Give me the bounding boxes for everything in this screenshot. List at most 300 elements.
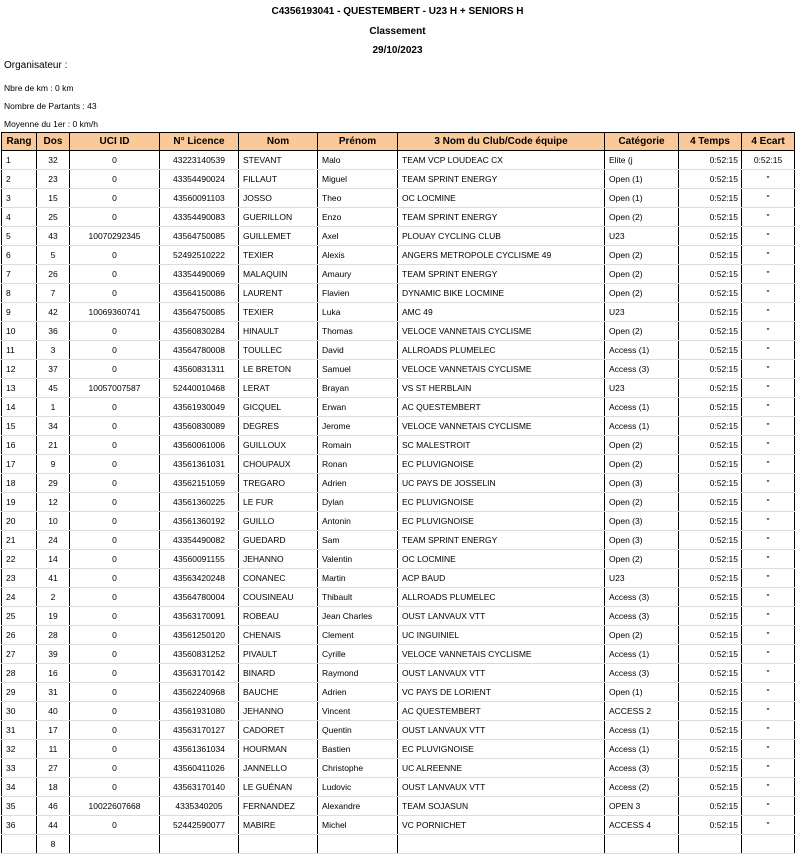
cell-ecart: " [742,493,795,512]
cell-club: TEAM SOJASUN [398,797,605,816]
cell-club: TEAM VCP LOUDEAC CX [398,151,605,170]
cell-uci-id: 0 [70,322,160,341]
cell-club [398,835,605,854]
cell-ecart: " [742,474,795,493]
cell-dos: 40 [37,702,70,721]
cell-uci-id: 10022607668 [70,797,160,816]
cell-temps: 0:52:15 [679,588,742,607]
cell-club: EC PLUVIGNOISE [398,512,605,531]
cell-categorie: Open (2) [605,284,679,303]
cell-nom: JEHANNO [239,550,318,569]
cell-prenom: Alexis [318,246,398,265]
cell-categorie: Access (1) [605,398,679,417]
cell-temps: 0:52:15 [679,265,742,284]
cell-nom: MALAQUIN [239,265,318,284]
table-row [2,664,795,683]
cell-nom: LERAT [239,379,318,398]
cell-prenom: Adrien [318,474,398,493]
cell-categorie: Open (1) [605,189,679,208]
cell-prenom: Michel [318,816,398,835]
cell-uci-id: 0 [70,398,160,417]
cell-nom: TREGARO [239,474,318,493]
cell-temps: 0:52:15 [679,721,742,740]
cell-dos: 8 [37,835,70,854]
cell-rang: 9 [2,303,37,322]
cell-licence: 43561361031 [160,455,239,474]
cell-licence: 43563420248 [160,569,239,588]
cell-rang: 10 [2,322,37,341]
cell-licence: 52442590077 [160,816,239,835]
cell-rang [2,835,37,854]
cell-categorie: Open (2) [605,550,679,569]
cell-dos: 34 [37,417,70,436]
table-row [2,493,795,512]
cell-licence: 43560091103 [160,189,239,208]
cell-rang: 19 [2,493,37,512]
table-row [2,379,795,398]
cell-ecart: " [742,303,795,322]
cell-temps: 0:52:15 [679,569,742,588]
cell-dos: 36 [37,322,70,341]
cell-club: UC PAYS DE JOSSELIN [398,474,605,493]
cell-licence: 43561360192 [160,512,239,531]
cell-categorie: Open (3) [605,531,679,550]
cell-nom: TEXIER [239,246,318,265]
cell-categorie: Access (1) [605,645,679,664]
cell-ecart: " [742,208,795,227]
cell-licence: 43354490082 [160,531,239,550]
cell-licence: 4335340205 [160,797,239,816]
cell-ecart: " [742,379,795,398]
cell-nom: GUILLOUX [239,436,318,455]
cell-temps: 0:52:15 [679,208,742,227]
cell-categorie: Access (1) [605,417,679,436]
cell-rang: 1 [2,151,37,170]
cell-temps: 0:52:15 [679,436,742,455]
cell-temps: 0:52:15 [679,778,742,797]
cell-temps: 0:52:15 [679,303,742,322]
table-row [2,398,795,417]
cell-rang: 15 [2,417,37,436]
cell-licence: 43564780004 [160,588,239,607]
cell-temps: 0:52:15 [679,360,742,379]
cell-nom: CONANEC [239,569,318,588]
cell-licence: 43223140539 [160,151,239,170]
cell-prenom: Miguel [318,170,398,189]
cell-rang: 12 [2,360,37,379]
cell-licence [160,835,239,854]
cell-rang: 25 [2,607,37,626]
cell-temps: 0:52:15 [679,607,742,626]
cell-prenom: Jerome [318,417,398,436]
cell-categorie: Elite (j [605,151,679,170]
cell-prenom: Flavien [318,284,398,303]
cell-uci-id: 0 [70,607,160,626]
cell-prenom: Ludovic [318,778,398,797]
cell-dos: 9 [37,455,70,474]
cell-club: VC PAYS DE LORIENT [398,683,605,702]
cell-prenom: Brayan [318,379,398,398]
cell-licence: 43564780008 [160,341,239,360]
cell-licence: 43563170140 [160,778,239,797]
cell-uci-id: 10057007587 [70,379,160,398]
cell-dos: 42 [37,303,70,322]
table-row [2,360,795,379]
cell-ecart: " [742,626,795,645]
cell-licence: 43561930049 [160,398,239,417]
cell-temps: 0:52:15 [679,417,742,436]
cell-temps: 0:52:15 [679,379,742,398]
cell-licence: 43562240968 [160,683,239,702]
organisateur-label: Organisateur : [4,60,68,71]
cell-categorie: Open (2) [605,208,679,227]
cell-nom: BINARD [239,664,318,683]
cell-uci-id: 0 [70,588,160,607]
cell-club: VELOCE VANNETAIS CYCLISME [398,645,605,664]
cell-licence: 52440010468 [160,379,239,398]
cell-licence: 43564150086 [160,284,239,303]
cell-nom: HINAULT [239,322,318,341]
table-row [2,531,795,550]
cell-rang: 2 [2,170,37,189]
table-row [2,569,795,588]
cell-uci-id: 0 [70,664,160,683]
cell-rang: 27 [2,645,37,664]
cell-dos: 7 [37,284,70,303]
cell-club: EC PLUVIGNOISE [398,493,605,512]
table-row [2,797,795,816]
cell-nom: COUSINEAU [239,588,318,607]
cell-nom: STEVANT [239,151,318,170]
cell-temps: 0:52:15 [679,398,742,417]
cell-licence: 43560061006 [160,436,239,455]
cell-prenom [318,835,398,854]
cell-rang: 32 [2,740,37,759]
table-row [2,227,795,246]
col-header-nom: Nom [239,133,318,151]
cell-temps: 0:52:15 [679,626,742,645]
cell-ecart: " [742,550,795,569]
cell-ecart: " [742,531,795,550]
col-header-ecart: 4 Ecart [742,133,795,151]
cell-nom: CHENAIS [239,626,318,645]
cell-rang: 14 [2,398,37,417]
cell-categorie: Open (2) [605,265,679,284]
cell-licence: 43560411026 [160,759,239,778]
table-row [2,208,795,227]
cell-nom [239,835,318,854]
cell-uci-id: 0 [70,778,160,797]
cell-temps [679,835,742,854]
cell-prenom: Quentin [318,721,398,740]
cell-club: TEAM SPRINT ENERGY [398,170,605,189]
cell-rang: 17 [2,455,37,474]
cell-prenom: Luka [318,303,398,322]
cell-dos: 3 [37,341,70,360]
table-header-row [2,133,795,151]
cell-nom: LE GUÉNAN [239,778,318,797]
cell-licence: 52492510222 [160,246,239,265]
cell-club: EC PLUVIGNOISE [398,740,605,759]
cell-rang: 34 [2,778,37,797]
cell-club: EC PLUVIGNOISE [398,455,605,474]
cell-licence: 43354490083 [160,208,239,227]
cell-dos: 46 [37,797,70,816]
cell-categorie: Open (2) [605,322,679,341]
table-row [2,721,795,740]
cell-uci-id: 0 [70,189,160,208]
cell-categorie: ACCESS 2 [605,702,679,721]
table-row [2,702,795,721]
cell-uci-id: 0 [70,816,160,835]
cell-rang: 22 [2,550,37,569]
cell-ecart: " [742,740,795,759]
cell-categorie: Access (3) [605,664,679,683]
race-date: 29/10/2023 [372,45,423,56]
cell-uci-id: 0 [70,170,160,189]
cell-temps: 0:52:15 [679,322,742,341]
col-header-licence: N° Licence [160,133,239,151]
cell-dos: 44 [37,816,70,835]
cell-dos: 23 [37,170,70,189]
cell-licence: 43354490024 [160,170,239,189]
cell-categorie: Open (2) [605,626,679,645]
cell-ecart: " [742,227,795,246]
cell-categorie: Open (2) [605,436,679,455]
cell-ecart: " [742,341,795,360]
cell-ecart: " [742,588,795,607]
cell-ecart: " [742,436,795,455]
cell-uci-id: 10069360741 [70,303,160,322]
cell-rang: 23 [2,569,37,588]
cell-club: VELOCE VANNETAIS CYCLISME [398,322,605,341]
cell-nom: GUILLO [239,512,318,531]
cell-dos: 27 [37,759,70,778]
cell-nom: CADORET [239,721,318,740]
cell-uci-id: 0 [70,208,160,227]
cell-categorie: U23 [605,379,679,398]
page-subtitle: Classement [369,26,426,37]
cell-nom: FILLAUT [239,170,318,189]
cell-rang: 16 [2,436,37,455]
table-row [2,284,795,303]
cell-club: OUST LANVAUX VTT [398,721,605,740]
cell-temps: 0:52:15 [679,189,742,208]
cell-uci-id: 0 [70,512,160,531]
cell-dos: 11 [37,740,70,759]
cell-licence: 43562151059 [160,474,239,493]
cell-categorie [605,835,679,854]
results-table [1,132,795,854]
cell-ecart: " [742,569,795,588]
cell-rang: 30 [2,702,37,721]
cell-club: OUST LANVAUX VTT [398,778,605,797]
cell-club: OUST LANVAUX VTT [398,607,605,626]
cell-prenom: Bastien [318,740,398,759]
cell-dos: 37 [37,360,70,379]
cell-categorie: Access (2) [605,778,679,797]
table-row [2,816,795,835]
cell-dos: 10 [37,512,70,531]
cell-rang: 5 [2,227,37,246]
cell-categorie: U23 [605,227,679,246]
cell-licence: 43563170091 [160,607,239,626]
cell-uci-id: 0 [70,645,160,664]
cell-temps: 0:52:15 [679,816,742,835]
cell-rang: 6 [2,246,37,265]
table-row [2,474,795,493]
cell-licence: 43560091155 [160,550,239,569]
cell-prenom: Thibault [318,588,398,607]
cell-prenom: Valentin [318,550,398,569]
col-header-rang: Rang [2,133,37,151]
cell-licence: 43561931080 [160,702,239,721]
cell-club: ANGERS METROPOLE CYCLISME 49 [398,246,605,265]
cell-prenom: Axel [318,227,398,246]
cell-dos: 32 [37,151,70,170]
table-row [2,683,795,702]
cell-categorie: Access (3) [605,588,679,607]
cell-club: SC MALESTROIT [398,436,605,455]
cell-nom: GICQUEL [239,398,318,417]
cell-categorie: U23 [605,569,679,588]
cell-ecart: " [742,322,795,341]
cell-uci-id: 0 [70,341,160,360]
cell-nom: GUEDARD [239,531,318,550]
col-header-dos: Dos [37,133,70,151]
cell-club: OC LOCMINE [398,550,605,569]
cell-prenom: Jean Charles [318,607,398,626]
cell-club: VELOCE VANNETAIS CYCLISME [398,417,605,436]
cell-ecart: " [742,721,795,740]
cell-ecart: " [742,512,795,531]
cell-categorie: Open (2) [605,493,679,512]
table-row [2,512,795,531]
cell-rang: 11 [2,341,37,360]
cell-categorie: Open (2) [605,455,679,474]
cell-prenom: Vincent [318,702,398,721]
cell-dos: 24 [37,531,70,550]
cell-categorie: Open (2) [605,246,679,265]
cell-licence: 43561250120 [160,626,239,645]
cell-nom: GUILLEMET [239,227,318,246]
cell-uci-id: 0 [70,740,160,759]
cell-ecart: " [742,455,795,474]
cell-club: TEAM SPRINT ENERGY [398,265,605,284]
cell-licence: 43560831252 [160,645,239,664]
cell-uci-id: 10070292345 [70,227,160,246]
table-row [2,645,795,664]
cell-uci-id: 0 [70,569,160,588]
table-row [2,170,795,189]
cell-prenom: Alexandre [318,797,398,816]
cell-club: OC LOCMINE [398,189,605,208]
col-header-prenom: Prénom [318,133,398,151]
cell-rang: 18 [2,474,37,493]
cell-licence: 43354490069 [160,265,239,284]
cell-temps: 0:52:15 [679,341,742,360]
cell-licence: 43560830284 [160,322,239,341]
table-row [2,626,795,645]
cell-temps: 0:52:15 [679,455,742,474]
cell-categorie: Access (1) [605,740,679,759]
cell-uci-id: 0 [70,417,160,436]
cell-prenom: Ronan [318,455,398,474]
cell-categorie: Access (3) [605,607,679,626]
cell-uci-id [70,835,160,854]
cell-licence: 43564750085 [160,227,239,246]
cell-dos: 21 [37,436,70,455]
cell-dos: 25 [37,208,70,227]
cell-club: OUST LANVAUX VTT [398,664,605,683]
table-row [2,588,795,607]
cell-dos: 15 [37,189,70,208]
cell-prenom: Clement [318,626,398,645]
cell-prenom: Antonin [318,512,398,531]
cell-prenom: Enzo [318,208,398,227]
cell-ecart: " [742,398,795,417]
cell-club: DYNAMIC BIKE LOCMINE [398,284,605,303]
cell-ecart: " [742,360,795,379]
cell-rang: 21 [2,531,37,550]
table-row [2,189,795,208]
cell-temps: 0:52:15 [679,683,742,702]
cell-uci-id: 0 [70,455,160,474]
cell-nom: BAUCHE [239,683,318,702]
cell-dos: 29 [37,474,70,493]
cell-nom: JANNELLO [239,759,318,778]
cell-categorie: Open (1) [605,683,679,702]
cell-ecart: " [742,645,795,664]
cell-uci-id: 0 [70,151,160,170]
cell-rang: 24 [2,588,37,607]
cell-rang: 29 [2,683,37,702]
cell-categorie: Access (3) [605,759,679,778]
cell-categorie: Access (1) [605,341,679,360]
cell-temps: 0:52:15 [679,493,742,512]
cell-categorie: Access (3) [605,360,679,379]
cell-nom: TOULLEC [239,341,318,360]
cell-uci-id: 0 [70,474,160,493]
cell-rang: 3 [2,189,37,208]
cell-nom: FERNANDEZ [239,797,318,816]
table-row [2,550,795,569]
table-row [2,436,795,455]
starters-info: Nombre de Partants : 43 [4,101,97,111]
cell-club: AMC 49 [398,303,605,322]
cell-prenom: Samuel [318,360,398,379]
cell-licence: 43560831311 [160,360,239,379]
cell-uci-id: 0 [70,550,160,569]
cell-temps: 0:52:15 [679,227,742,246]
cell-licence: 43560830089 [160,417,239,436]
cell-prenom: Martin [318,569,398,588]
cell-ecart: " [742,417,795,436]
cell-uci-id: 0 [70,702,160,721]
cell-ecart: " [742,702,795,721]
cell-nom: GUERILLON [239,208,318,227]
cell-club: TEAM SPRINT ENERGY [398,531,605,550]
cell-dos: 2 [37,588,70,607]
cell-ecart: 0:52:15 [742,151,795,170]
table-row [2,151,795,170]
cell-nom: HOURMAN [239,740,318,759]
cell-prenom: Adrien [318,683,398,702]
cell-uci-id: 0 [70,265,160,284]
cell-licence: 43561361034 [160,740,239,759]
table-row [2,455,795,474]
cell-prenom: Erwan [318,398,398,417]
